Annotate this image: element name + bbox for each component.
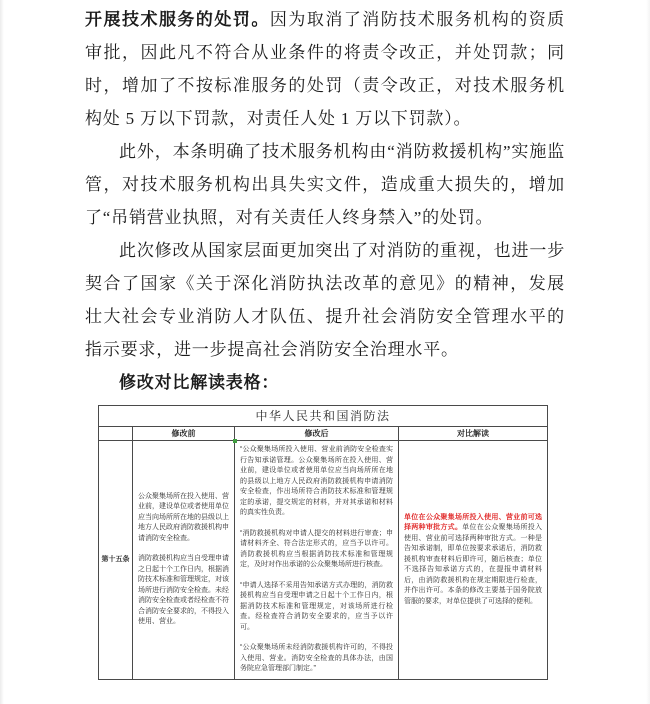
interpretation-highlight: 单位在公众聚集场所投入使用、营业前可选择两种审批方式。 (404, 513, 543, 531)
cell-article-number: 第十五条 (99, 441, 133, 680)
cell-after-text (235, 441, 399, 680)
cell-before-text (133, 441, 235, 680)
table-section-heading: 修改对比解读表格： (119, 373, 280, 392)
before-paragraph: 消防救援机构应当自受理申请之日起十个工作日内，根据消防技术标准和管理规定，对该场所进行消防安全检查。未经消防安全检查或者经检查不符合消防安全要求的，不得投入使用、营业。 (138, 555, 229, 626)
header-before: 修改前 (133, 427, 235, 441)
after-paragraph: “申请人选择不采用告知承诺方式办理的，消防救援机构应当自受理申请之日起十个工作日内，根据消防技术标准和管理规定，对该场所进行检查。经检查符合消防安全要求的，应当予以许可。 (240, 581, 393, 631)
header-after: 修改后 (235, 427, 399, 441)
proofing-mark-icon (233, 439, 237, 443)
after-paragraph: “公众聚集场所未经消防救援机构许可的，不得投入使用、营业。消防安全检查的具体办法，由国务院应急管理部门制定。” (240, 644, 393, 672)
interpretation-body: 单位在公众聚集场所投入使用、营业前可选择两种审批方式。一种是告知承诺制，即单位按要求承诺后，消防救援机构审查材料后即许可，随后核查；单位不选择告知承诺方式的，在提报申请材料后，由消防救援机构在规定期限进行检查，并作出许可。本条的修改主要基于国务院放管服的要求，对单位提供了可选择的便利。 (404, 524, 543, 605)
interpretation-paragraph (404, 513, 542, 608)
table-title: 中华人民共和国消防法 (99, 406, 548, 427)
before-paragraph: 公众聚集场所在投入使用、营业前，建设单位或者使用单位应当向场所所在地的县级以上地方人民政府消防救援机构申请消防安全检查。 (138, 492, 229, 542)
paragraph-supervision: 此外，本条明确了技术服务机构由“消防救援机构”实施监管，对技术服务机构出具失实文件，造成重大损失的，增加了“吊销营业执照，对有关责任人终身禁入”的处罚。 (85, 142, 565, 227)
table-row-article-15 (99, 441, 548, 680)
header-interpretation: 对比解读 (399, 427, 548, 441)
paragraph-national-level: 此次修改从国家层面更加突出了对消防的重视，也进一步契合了国家《关于深化消防执法改革的意见》的精神，发展壮大社会专业消防人才队伍、提升社会消防安全管理水平的指示要求，进一步提高社会消防安全治理水平。 (85, 241, 565, 359)
header-article (99, 427, 133, 441)
table-title-row (99, 406, 548, 427)
after-paragraph: “公众聚集场所投入使用、营业前消防安全检查实行告知承诺管理。公众聚集场所在投入使用、营业前，建设单位或者使用单位应当向场所所在地的县级以上地方人民政府消防救援机构申请消防安全检查，作出场所符合消防技术标准和管理规定的承诺，提交规定的材料，并对其承诺和材料的真实性负责。 (240, 446, 393, 516)
after-paragraph: “消防救援机构对申请人提交的材料进行审查；申请材料齐全、符合法定形式的，应当予以许可。消防救援机构应当根据消防技术标准和管理规定，及时对作出承诺的公众聚集场所进行核查。 (240, 529, 393, 568)
cell-interpretation-text (399, 441, 548, 680)
paragraph-penalty-technical-service (85, 3, 565, 135)
comparison-table (98, 405, 548, 680)
table-header-row (99, 427, 548, 441)
paragraph-text: 因为取消了消防技术服务机构的资质审批，因此凡不符合从业条件的将责令改正，并处罚款；同时，增加了不按标准服务的处罚（责令改正，对技术服务机构处 5 万以下罚款，对责任人处 1 万以下罚款）。 (85, 10, 565, 128)
paragraph-lead-bold: 开展技术服务的处罚。 (85, 10, 270, 29)
